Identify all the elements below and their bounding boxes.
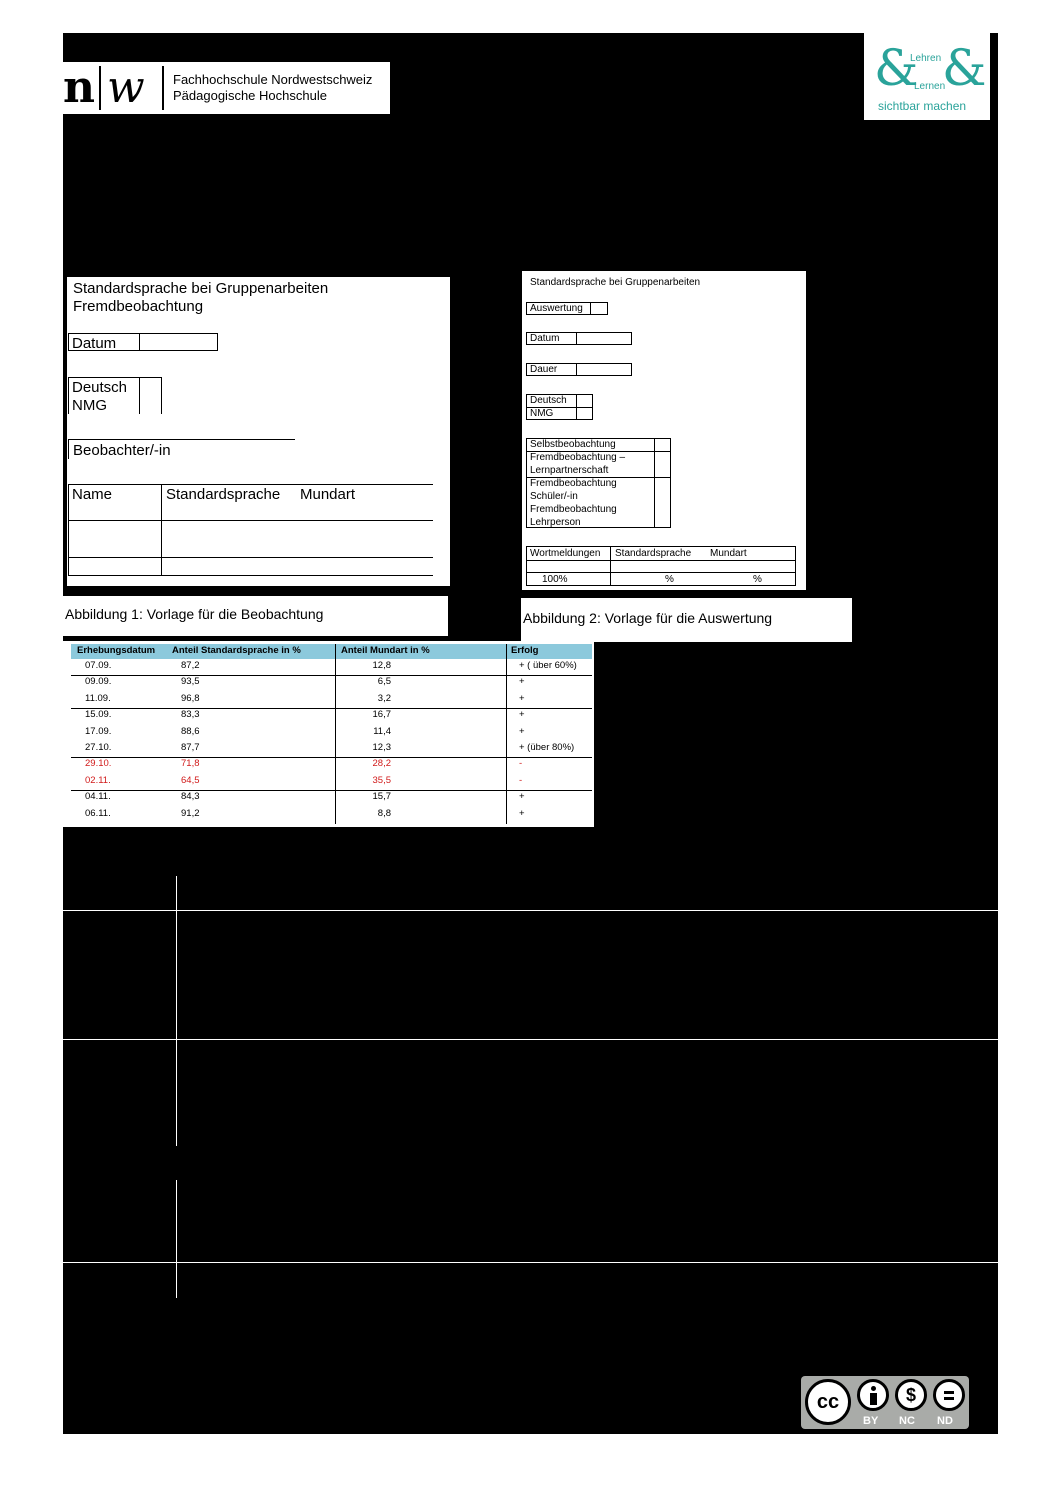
ampersand-left-icon: & [874, 39, 919, 97]
logo-divider [99, 66, 101, 110]
val-pct2: % [753, 574, 762, 585]
datum2-label: Datum [530, 333, 560, 344]
table-divider-1 [335, 644, 336, 824]
group-line-2 [71, 708, 592, 709]
cell-erfolg: - [519, 774, 523, 786]
no-derivatives-icon [933, 1379, 965, 1411]
type-0: Selbstbeobachtung [530, 439, 616, 450]
cell-erfolg: + [519, 692, 525, 704]
cell-date: 27.10. [85, 742, 112, 753]
group-line-1 [71, 675, 592, 676]
nd-label: ND [937, 1415, 953, 1427]
subject-top-line [68, 377, 162, 378]
cc-icon: cc [805, 1379, 851, 1425]
nc-label: NC [899, 1415, 915, 1427]
names-table-top [68, 484, 433, 485]
rule-vertical-1 [176, 876, 177, 1146]
figure1-title-line2: Fremdbeobachtung [73, 298, 204, 315]
cell-standard: 93,5 [181, 676, 200, 688]
datum-divider [139, 333, 140, 351]
cell-date: 11.09. [85, 692, 111, 704]
type-4: Schüler/-in [530, 491, 578, 502]
cell-standard: 87,2 [181, 660, 200, 671]
logo-divider-2 [162, 66, 164, 110]
cell-mundart: 8,8 [377, 807, 391, 819]
names-table-row1 [68, 520, 433, 521]
auswertung-label: Auswertung [530, 303, 583, 314]
subject2-nmg: NMG [530, 408, 554, 419]
badge-word2: Lernen [914, 81, 946, 92]
type-2: Lernpartnerschaft [530, 465, 609, 476]
institution-line2: Pädagogische Hochschule [173, 88, 327, 103]
figure1-caption: Abbildung 1: Vorlage für die Beobachtung [63, 596, 448, 636]
cell-mundart: 35,5 [372, 774, 391, 786]
dauer-divider [576, 363, 577, 376]
institution-line1: Fachhochschule Nordwestschweiz [173, 72, 373, 87]
th-erhebungsdatum: Erhebungsdatum [77, 645, 156, 656]
figure2-title: Standardsprache bei Gruppenarbeiten [530, 277, 701, 288]
badge-word1: Lehren [910, 53, 942, 64]
cell-standard: 84,3 [181, 791, 200, 803]
names-table-row2 [68, 557, 433, 558]
wortmeldungen-line1 [526, 560, 796, 561]
val-pct1: % [665, 574, 674, 585]
subject2-deutsch: Deutsch [530, 395, 567, 406]
col-mundart: Mundart [300, 486, 356, 503]
rule-horizontal-3 [63, 1262, 998, 1263]
cell-erfolg: + [519, 791, 525, 803]
data-table [63, 641, 594, 827]
datum2-divider [576, 332, 577, 345]
group-line-4 [71, 790, 592, 791]
subject-nmg: NMG [72, 397, 107, 414]
subject2-divider-v [576, 394, 577, 420]
cell-date: 04.11. [85, 791, 111, 803]
observer-top-line [68, 439, 295, 440]
cell-standard: 71,8 [181, 758, 200, 770]
cell-mundart: 28,2 [372, 758, 391, 770]
cell-standard: 83,3 [181, 709, 200, 721]
cell-date: 06.11. [85, 807, 111, 819]
figure1-title-line1: Standardsprache bei Gruppenarbeiten [73, 280, 329, 297]
cell-date: 09.09. [85, 676, 112, 688]
table-divider-2 [506, 644, 507, 824]
cell-date: 07.09. [85, 660, 112, 671]
non-commercial-icon: $ [895, 1379, 927, 1411]
type-1: Fremdbeobachtung – [530, 452, 626, 463]
col-wortmeldungen: Wortmeldungen [530, 548, 601, 559]
type-6: Lehrperson [530, 517, 581, 528]
cell-date: 15.09. [85, 709, 112, 721]
cell-date: 29.10. [85, 758, 112, 770]
subject-right-line [161, 377, 162, 414]
subject-deutsch: Deutsch [72, 379, 128, 396]
lehren-lernen-logo [864, 33, 990, 120]
col-standardsprache: Standardsprache [166, 486, 281, 503]
th-standardsprache: Anteil Standardsprache in % [172, 645, 301, 656]
logo-mark: n w [63, 62, 143, 113]
cell-standard: 96,8 [181, 692, 200, 704]
val-total: 100% [542, 574, 568, 585]
cell-standard: 87,7 [181, 742, 200, 753]
cell-mundart: 11,4 [373, 725, 391, 737]
observer-left-line [68, 439, 69, 459]
type-3: Fremdbeobachtung [530, 478, 617, 489]
fhnw-logo [63, 62, 390, 114]
attribution-icon [857, 1379, 889, 1411]
names-table-mid [161, 484, 162, 575]
figure2-template [522, 271, 806, 590]
cc-license-badge [801, 1376, 969, 1429]
subject-left-line [68, 377, 69, 414]
datum-label: Datum [72, 335, 117, 352]
cell-mundart: 16,7 [372, 709, 391, 721]
cell-mundart: 3,2 [377, 692, 391, 704]
col2-standardsprache: Standardsprache [615, 548, 692, 559]
wortmeldungen-divider-v [610, 546, 611, 586]
rule-vertical-2 [176, 1180, 177, 1298]
cell-standard: 64,5 [181, 774, 200, 786]
rule-horizontal-1 [63, 910, 998, 911]
cell-standard: 91,2 [181, 807, 200, 819]
subject-mid-line [139, 377, 140, 414]
cell-erfolg: + ( über 60%) [519, 660, 577, 671]
by-label: BY [863, 1415, 879, 1427]
names-table-left [68, 484, 69, 575]
cell-mundart: 6,5 [377, 676, 391, 688]
ampersand-right-icon: & [942, 39, 987, 97]
col2-mundart: Mundart [710, 548, 747, 559]
cell-erfolg: + [519, 725, 525, 737]
names-table-bottom [68, 575, 433, 576]
th-erfolg: Erfolg [511, 645, 539, 656]
dauer-label: Dauer [530, 364, 558, 375]
cell-mundart: 15,7 [372, 791, 391, 803]
cell-erfolg: + [519, 807, 525, 819]
cell-erfolg: - [519, 758, 523, 770]
th-mundart: Anteil Mundart in % [341, 645, 430, 656]
cell-mundart: 12,8 [372, 660, 391, 671]
cell-mundart: 12,3 [372, 742, 391, 753]
badge-tagline: sichtbar machen [878, 99, 967, 113]
group-line-3 [71, 757, 592, 758]
cell-date: 02.11. [85, 774, 111, 786]
figure2-caption: Abbildung 2: Vorlage für die Auswertung [521, 598, 852, 642]
type-5: Fremdbeobachtung [530, 504, 617, 515]
wortmeldungen-line2 [526, 572, 796, 573]
cell-erfolg: + [519, 709, 525, 721]
observer-label: Beobachter/-in [73, 442, 171, 459]
cell-date: 17.09. [85, 725, 112, 737]
rule-horizontal-2 [63, 1039, 998, 1040]
col-name: Name [72, 486, 113, 503]
figure1-template [67, 277, 450, 586]
cell-erfolg: + (über 80%) [519, 742, 575, 753]
cell-erfolg: + [519, 676, 525, 688]
auswertung-divider [590, 302, 591, 315]
cell-standard: 88,6 [181, 725, 200, 737]
